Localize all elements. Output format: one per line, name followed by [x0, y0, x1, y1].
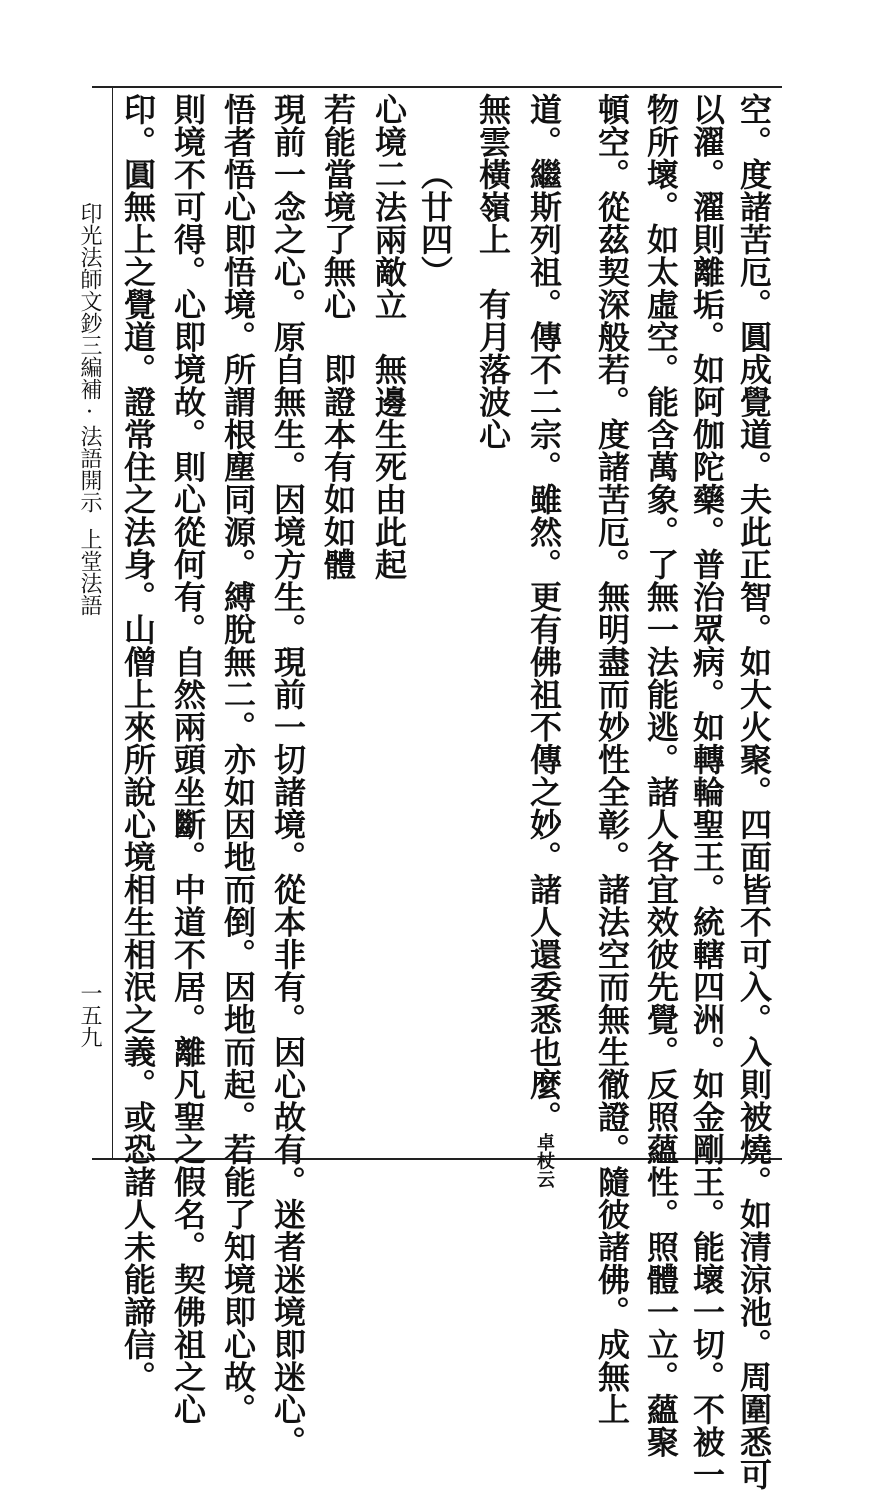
verse-line: 無雲橫嶺上 有月落波心	[474, 93, 512, 451]
text-column: 物所壞。如太虛空。能含萬象。了無一法能逃。諸人各宜效彼先覺。反照蘊性。照體一立。蘊聚	[642, 93, 680, 1458]
top-rule	[92, 86, 782, 88]
page-number: 一五九	[77, 982, 102, 1048]
text-column: 以濯。濯則離垢。如阿伽陀藥。普治眾病。如轉輪聖王。統轄四洲。如金剛王。能壞一切。不被一	[688, 93, 726, 1491]
book-title: 印光法師文鈔三編補·法語開示	[77, 202, 102, 513]
text-column: 頓空。從茲契深般若。度諸苦厄。無明盡而妙性全彰。諸法空而無生徹證。隨彼諸佛。成無上	[593, 93, 631, 1426]
text-column	[525, 93, 563, 1189]
margin-rule	[112, 86, 113, 1158]
text-column: 印。圓無上之覺道。證常住之法身。山僧上來所說心境相生相泯之義。或恐諸人未能諦信。	[119, 93, 157, 1393]
section-number: （廿四）	[416, 158, 454, 288]
text-column: 現前一念之心。原自無生。因境方生。現前一切諸境。從本非有。因心故有。迷者迷境即迷心。	[269, 93, 307, 1458]
text-column: 則境不可得。心即境故。則心從何有。自然兩頭坐斷。中道不居。離凡聖之假名。契佛祖之心	[169, 93, 207, 1426]
text-column: 空。度諸苦厄。圓成覺道。夫此正智。如大火聚。四面皆不可入。入則被燒。如清涼池。周圍悉可	[735, 93, 773, 1491]
column-text: 道。繼斯列祖。傳不二宗。雖然。更有佛祖不傳之妙。諸人還委悉也麼。	[525, 93, 563, 1133]
verse-line: 若能當境了無心 即證本有如如體	[319, 93, 357, 581]
inline-note: 卓杖云	[534, 1133, 555, 1189]
section-title: 上堂法語	[77, 528, 102, 616]
verse-line: 心境二法兩敵立 無邊生死由此起	[370, 93, 408, 581]
text-column: 悟者悟心即悟境。所謂根塵同源。縛脫無二。亦如因地而倒。因地而起。若能了知境即心故。	[219, 93, 257, 1426]
